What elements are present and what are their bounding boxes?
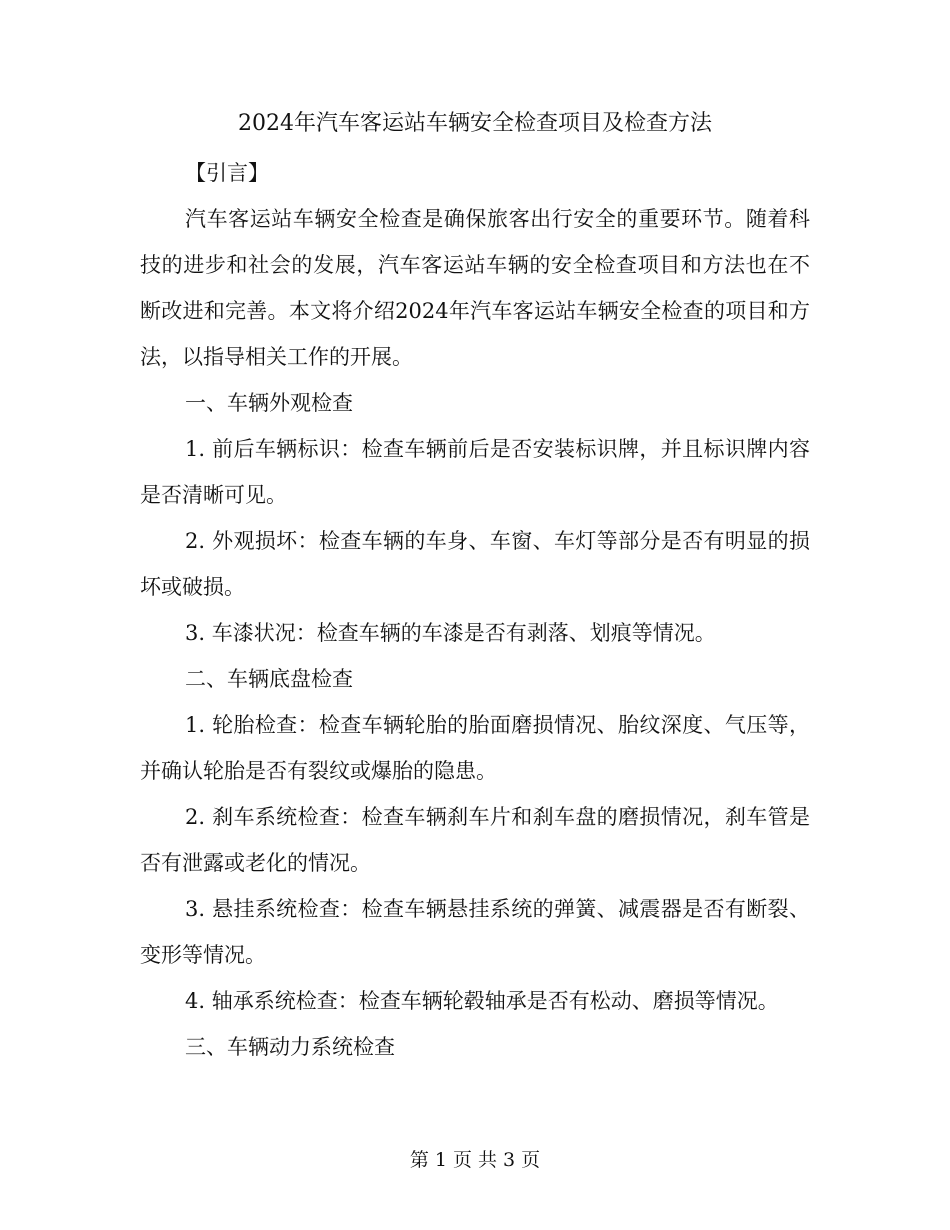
intro-paragraph: 汽车客运站车辆安全检查是确保旅客出行安全的重要环节。随着科技的进步和社会的发展，汽车客运站车辆的安全检查项目和方法也在不断改进和完善。本文将介绍2024年汽车客运站车辆安全检查的项目和方法，以指导相关工作的开展。 [140, 207, 810, 369]
section-heading-exterior: 一、车辆外观检查 [185, 391, 353, 415]
list-item: 2. 外观损坏：检查车辆的车身、车窗、车灯等部分是否有明显的损坏或破损。 [140, 529, 810, 599]
page-footer: 第 1 页 共 3 页 [409, 1149, 541, 1171]
document-title: 2024年汽车客运站车辆安全检查项目及检查方法 [238, 111, 712, 136]
document-body [140, 104, 810, 1070]
list-item: 3. 悬挂系统检查：检查车辆悬挂系统的弹簧、减震器是否有断裂、变形等情况。 [140, 897, 810, 967]
list-item: 1. 前后车辆标识：检查车辆前后是否安装标识牌，并且标识牌内容是否清晰可见。 [140, 437, 810, 507]
list-item: 3. 车漆状况：检查车辆的车漆是否有剥落、划痕等情况。 [185, 621, 716, 645]
intro-label: 【引言】 [185, 161, 269, 185]
list-item: 4. 轴承系统检查：检查车辆轮毂轴承是否有松动、磨损等情况。 [185, 989, 779, 1013]
list-item: 1. 轮胎检查：检查车辆轮胎的胎面磨损情况、胎纹深度、气压等，并确认轮胎是否有裂纹或爆胎的隐患。 [140, 713, 810, 783]
section-heading-powertrain: 三、车辆动力系统检查 [185, 1035, 395, 1059]
list-item: 2. 刹车系统检查：检查车辆刹车片和刹车盘的磨损情况，刹车管是否有泄露或老化的情况。 [140, 805, 810, 875]
section-heading-chassis: 二、车辆底盘检查 [185, 667, 353, 691]
